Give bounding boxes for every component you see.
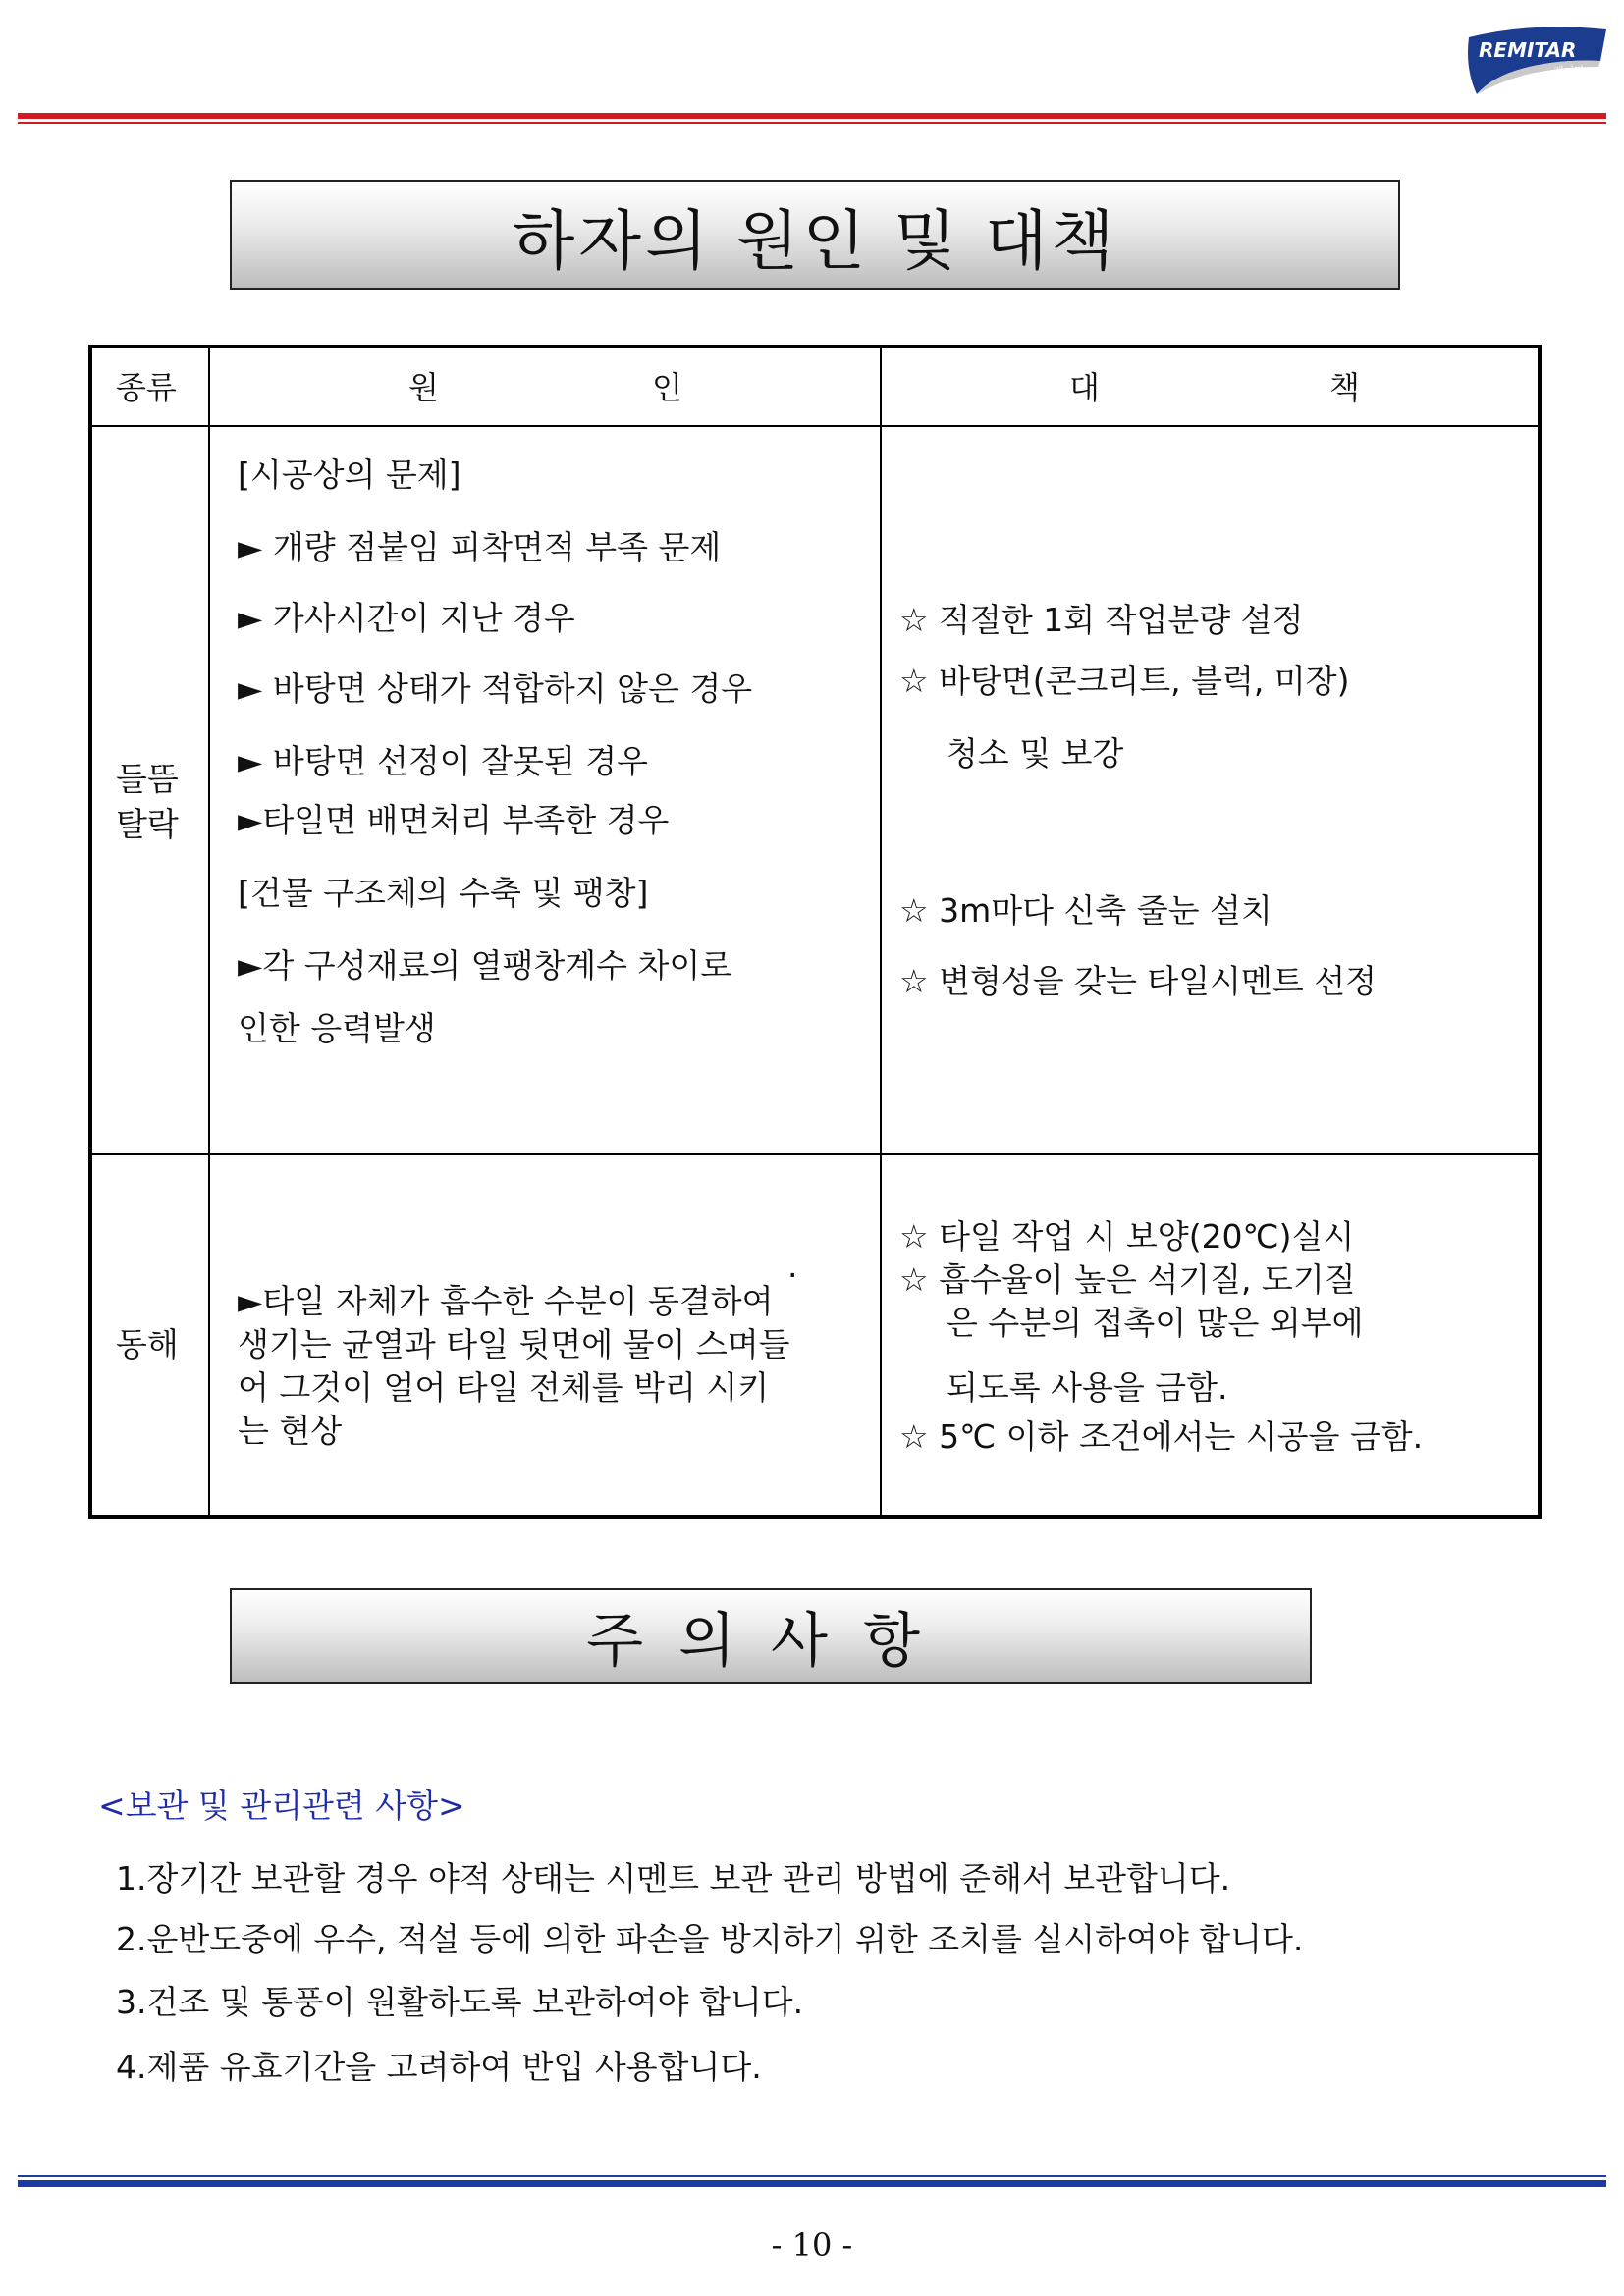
row1-cause: ►각 구성재료의 열팽창계수 차이로 <box>238 946 732 985</box>
row2-dot: . <box>787 1247 798 1285</box>
note-item: 4.제품 유효기간을 고려하여 반입 사용합니다. <box>116 2048 762 2086</box>
header-rule-thick <box>18 113 1606 119</box>
row2-measure: ☆ 흡수율이 높은 석기질, 도기질 <box>899 1260 1356 1299</box>
notes-heading: <보관 및 관리관련 사항> <box>98 1787 465 1825</box>
header-cause-1: 원 <box>408 369 439 406</box>
logo-subtext: 레미탈 <box>1553 65 1585 78</box>
row1-cause: ► 바탕면 선정이 잘못된 경우 <box>238 742 648 780</box>
footer-rule-thick <box>18 2180 1606 2187</box>
row1-measure: 청소 및 보강 <box>947 734 1124 773</box>
note-item: 3.건조 및 통풍이 원활하도록 보관하여야 합니다. <box>116 1983 804 2021</box>
header-rule-thin <box>18 122 1606 124</box>
header-cause-2: 인 <box>652 369 682 406</box>
row2-measure: 되도록 사용을 금함. <box>947 1368 1228 1407</box>
note-item: 1.장기간 보관할 경우 야적 상태는 시멘트 보관 관리 방법에 준해서 보관합니다. <box>116 1859 1231 1897</box>
row1-measure: ☆ 3m마다 신축 줄눈 설치 <box>899 891 1272 930</box>
header-row-divider <box>92 425 1538 427</box>
row1-measure: ☆ 바탕면(콘크리트, 블럭, 미장) <box>899 662 1350 700</box>
row2-cause: 어 그것이 얼어 타일 전체를 박리 시키 <box>238 1368 770 1407</box>
row1-measure: ☆ 적절한 1회 작업분량 설정 <box>899 601 1304 639</box>
row2-cause: 는 현상 <box>238 1412 343 1450</box>
row1-cause: ► 바탕면 상태가 적합하지 않은 경우 <box>238 669 753 708</box>
header-measure-1: 대 <box>1069 369 1100 406</box>
row1-cause: [시공상의 문제] <box>238 455 461 494</box>
row2-measure: ☆ 5℃ 이하 조건에서는 시공을 금함. <box>899 1417 1424 1456</box>
row2-measure: 은 수분의 접촉이 많은 외부에 <box>947 1304 1364 1342</box>
row2-measure: ☆ 타일 작업 시 보양(20℃)실시 <box>899 1217 1355 1255</box>
row1-cause: ►타일면 배면처리 부족한 경우 <box>238 801 670 839</box>
row2-cause: 생기는 균열과 타일 뒷면에 물이 스며들 <box>238 1325 790 1363</box>
page-number: - 10 - <box>771 2226 853 2264</box>
row2-cause: ►타일 자체가 흡수한 수분이 동결하여 <box>238 1282 774 1320</box>
notes-title: 주의사항 <box>230 1588 1312 1684</box>
col-divider-2 <box>880 348 882 1515</box>
row2-type: 동해 <box>116 1325 179 1363</box>
header-type: 종류 <box>116 369 177 406</box>
row-divider <box>92 1153 1538 1155</box>
header-measure-2: 책 <box>1329 369 1360 406</box>
row1-cause: ► 가사시간이 지난 경우 <box>238 599 575 637</box>
row1-type-line1: 들뜸 <box>116 760 179 798</box>
footer-rule-thin <box>18 2175 1606 2177</box>
note-item: 2.운반도중에 우수, 적설 등에 의한 파손을 방지하기 위한 조치를 실시하여야 합니다. <box>116 1920 1304 1958</box>
row1-measure: ☆ 변형성을 갖는 타일시멘트 선정 <box>899 962 1377 1000</box>
defect-table <box>88 345 1542 1519</box>
row1-cause: ► 개량 점붙임 피착면적 부족 문제 <box>238 528 722 566</box>
page-title: 하자의 원인 및 대책 <box>230 180 1400 290</box>
row1-cause: 인한 응력발생 <box>238 1009 436 1047</box>
row1-type-line2: 탈락 <box>116 805 179 843</box>
col-divider-1 <box>208 348 210 1515</box>
company-logo <box>1463 20 1610 100</box>
logo-text: REMITAR <box>1479 38 1577 62</box>
row1-cause: [건물 구조체의 수축 및 팽창] <box>238 874 649 912</box>
